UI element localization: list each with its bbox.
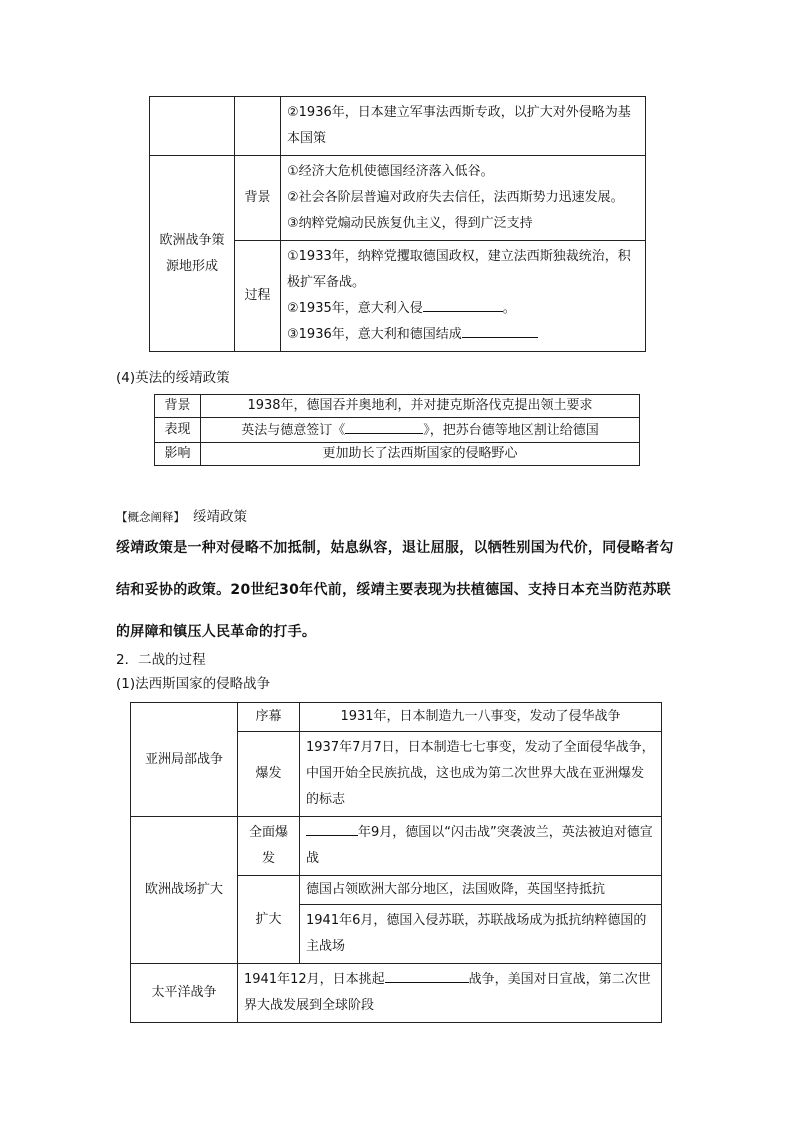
appeasement-table — [154, 394, 640, 466]
row-value — [201, 418, 640, 443]
expand-label: 扩大 — [238, 876, 300, 964]
row-label: 表现 — [155, 418, 201, 443]
list-item: ①经济大危机使德国经济落入低谷。 — [287, 164, 494, 179]
fill-blank — [306, 820, 358, 836]
expand-value-1: 德国占领欧洲大部分地区，法国败降，英国坚持抵抗 — [300, 876, 662, 905]
fill-blank — [345, 418, 423, 434]
list-item: ②社会各阶层普遍对政府失去信任，法西斯势力迅速发展。 — [287, 190, 624, 205]
full-outbreak-value — [300, 817, 662, 876]
list-item — [287, 322, 639, 348]
item-text: ③1936年，意大利和德国结成 — [287, 327, 462, 342]
process-label: 过程 — [235, 241, 281, 352]
europe-origin-label: 欧洲战争策源地形成 — [150, 156, 235, 352]
item-text: 年9月，德国以“闪击战”突袭波兰，英法被迫对德宣战 — [306, 825, 653, 866]
concept-body: 绥靖政策是一种对侵略不加抵制，姑息纵容，退让屈服，以牺牲别国为代价，同侵略者勾结和妥协的政策。20世纪30年代前，绥靖主要表现为扶植德国、支持日本充当防范苏联的屏障和镇压人民革命的打手。 — [116, 540, 674, 640]
item-text: 战争，美国对日宣战，第二次世界大战发展到全球阶段 — [244, 972, 651, 1013]
table-row — [155, 395, 640, 418]
fill-blank — [462, 322, 538, 338]
fill-blank — [385, 967, 469, 983]
asia-war-label: 亚洲局部战争 — [131, 703, 238, 817]
section-heading: 2．二战的过程 — [116, 652, 206, 668]
subsection-heading: (1)法西斯国家的侵略战争 — [116, 676, 271, 692]
row-label: 影响 — [155, 443, 201, 466]
table-row — [155, 418, 640, 443]
item-text: 。 — [502, 301, 516, 316]
row-label: 背景 — [155, 395, 201, 418]
section-heading: (4)英法的绥靖政策 — [116, 370, 230, 386]
list-item: ③纳粹党煽动民族复仇主义，得到广泛支持 — [287, 216, 533, 231]
pacific-war-value — [238, 964, 662, 1023]
table-row — [131, 703, 662, 732]
expand-value-2: 1941年6月，德国入侵苏联，苏联战场成为抵抗纳粹德国的主战场 — [300, 905, 662, 964]
outbreak-label: 爆发 — [238, 732, 300, 817]
wwii-process-table — [130, 702, 662, 1023]
list-item: ①1933年，纳粹党攫取德国政权，建立法西斯独裁统治，积极扩军备战。 — [287, 249, 631, 290]
item-text: 1941年12月，日本挑起 — [244, 972, 385, 987]
table-row — [150, 156, 646, 241]
fill-blank — [423, 296, 503, 312]
prelude-label: 序幕 — [238, 703, 300, 732]
europe-war-label: 欧洲战场扩大 — [131, 817, 238, 964]
table-row — [150, 97, 646, 156]
list-item — [287, 296, 639, 322]
war-origins-table — [149, 96, 646, 352]
row-value: 1938年，德国吞并奥地利，并对捷克斯洛伐克提出领土要求 — [201, 395, 640, 418]
row-value: 更加助长了法西斯国家的侵略野心 — [201, 443, 640, 466]
table-row — [131, 817, 662, 876]
process-cell — [281, 241, 646, 352]
table-cell — [150, 97, 235, 156]
table-row — [131, 964, 662, 1023]
outbreak-value: 1937年7月7日，日本制造七七事变，发动了全面侵华战争，中国开始全民族抗战，这也成为第二次世界大战在亚洲爆发的标志 — [300, 732, 662, 817]
item-text: 英法与德意签订《 — [241, 423, 346, 438]
full-outbreak-label: 全面爆发 — [238, 817, 300, 876]
background-label: 背景 — [235, 156, 281, 241]
japan-fascism-cell: ②1936年，日本建立军事法西斯专政，以扩大对外侵略为基本国策 — [281, 97, 646, 156]
concept-name: 绥靖政策 — [193, 509, 247, 525]
prelude-value: 1931年，日本制造九一八事变，发动了侵华战争 — [300, 703, 662, 732]
item-text: 》，把苏台德等地区割让给德国 — [423, 423, 599, 438]
table-cell — [235, 97, 281, 156]
item-text: ②1935年，意大利入侵 — [287, 301, 423, 316]
background-cell — [281, 156, 646, 241]
table-row — [155, 443, 640, 466]
concept-tag: 【概念阐释】 — [116, 510, 185, 524]
concept-title — [116, 505, 247, 525]
pacific-war-label: 太平洋战争 — [131, 964, 238, 1023]
